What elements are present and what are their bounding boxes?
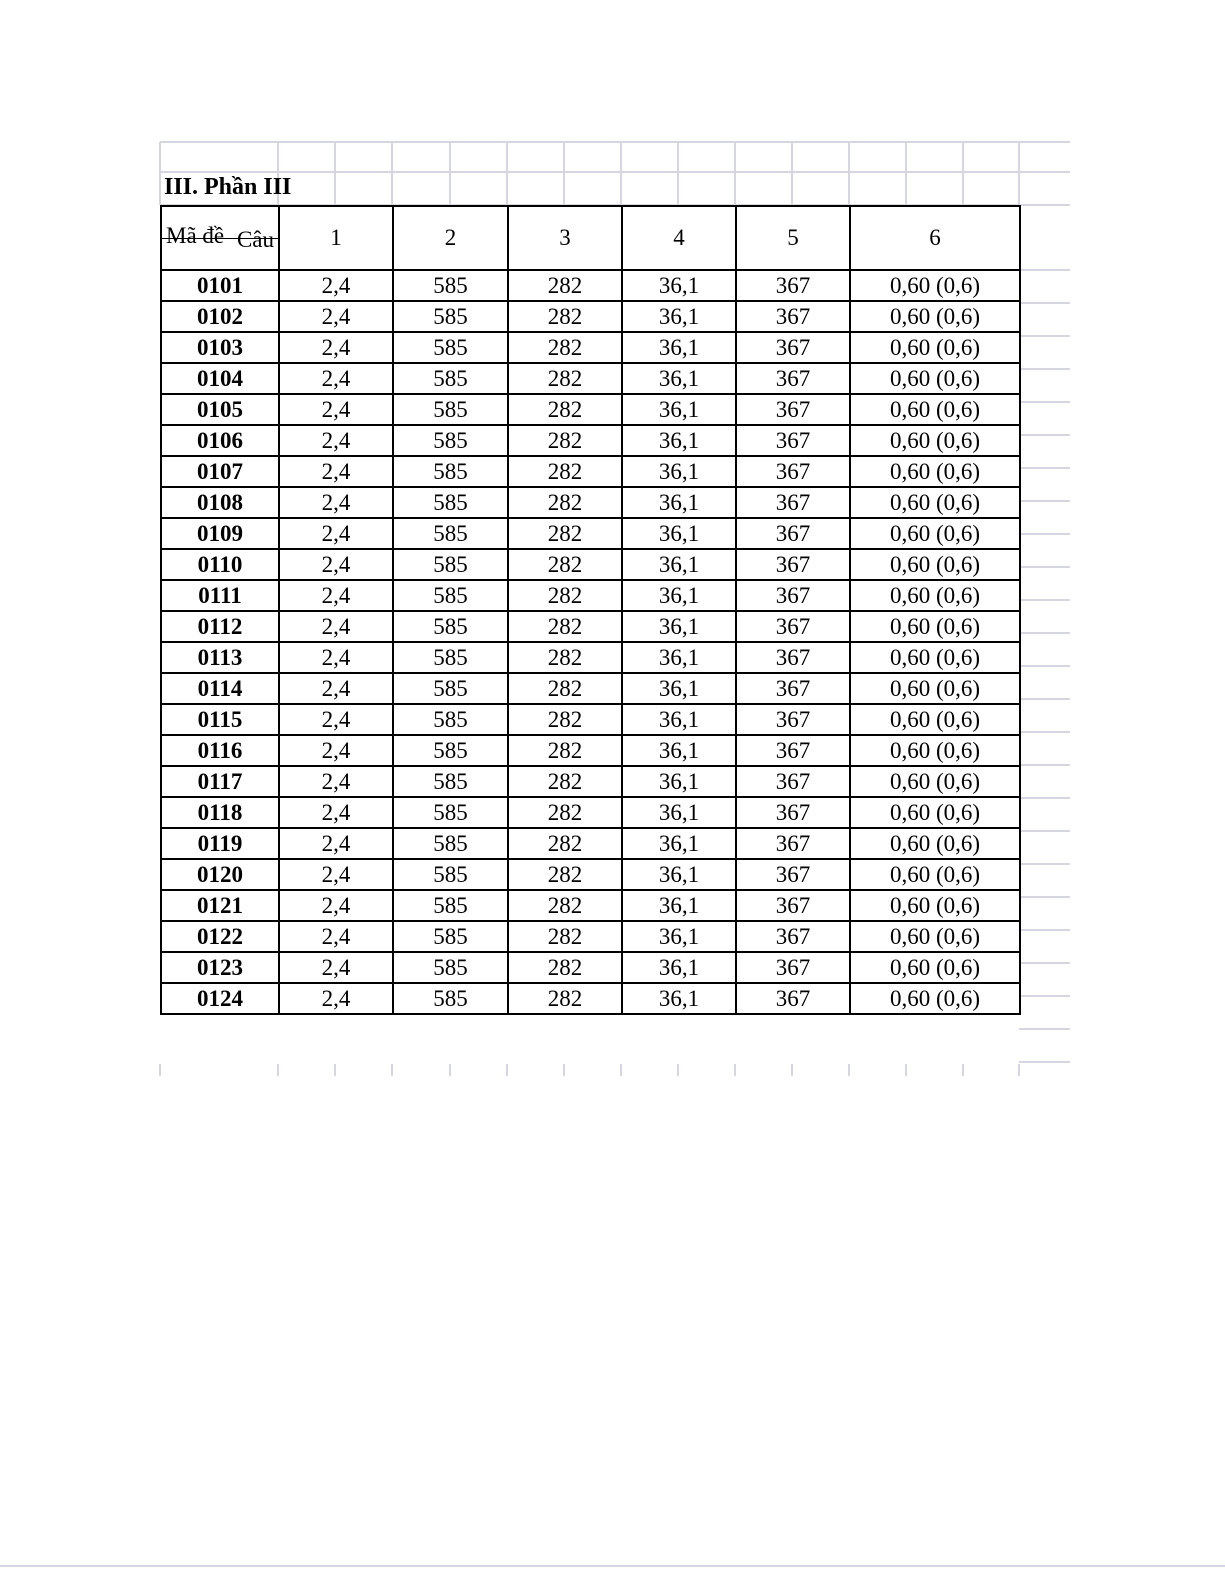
header-row <box>161 206 1020 270</box>
question-label: Câu <box>236 227 274 252</box>
answer-cell: 0,60 (0,6) <box>850 518 1020 549</box>
answer-cell: 282 <box>508 673 622 704</box>
answer-cell: 36,1 <box>622 394 736 425</box>
exam-code-cell: 0123 <box>161 952 279 983</box>
table-row <box>161 797 1020 828</box>
answer-cell: 282 <box>508 766 622 797</box>
answer-cell: 585 <box>393 301 508 332</box>
answer-cell: 367 <box>736 518 850 549</box>
answer-cell: 585 <box>393 270 508 301</box>
answer-cell: 367 <box>736 673 850 704</box>
answer-cell: 282 <box>508 332 622 363</box>
answer-cell: 0,60 (0,6) <box>850 425 1020 456</box>
answer-cell: 282 <box>508 549 622 580</box>
exam-code-cell: 0106 <box>161 425 279 456</box>
answer-cell: 367 <box>736 642 850 673</box>
table-row <box>161 921 1020 952</box>
answer-cell: 282 <box>508 890 622 921</box>
answer-cell: 585 <box>393 797 508 828</box>
answer-cell: 2,4 <box>279 983 393 1014</box>
answer-cell: 585 <box>393 766 508 797</box>
answer-cell: 367 <box>736 487 850 518</box>
answer-cell: 0,60 (0,6) <box>850 673 1020 704</box>
answer-cell: 367 <box>736 952 850 983</box>
exam-code-cell: 0112 <box>161 611 279 642</box>
exam-code-cell: 0104 <box>161 363 279 394</box>
answer-cell: 282 <box>508 797 622 828</box>
answer-cell: 585 <box>393 456 508 487</box>
answer-cell: 0,60 (0,6) <box>850 363 1020 394</box>
answer-cell: 36,1 <box>622 456 736 487</box>
answer-cell: 0,60 (0,6) <box>850 797 1020 828</box>
answer-cell: 2,4 <box>279 766 393 797</box>
answer-cell: 0,60 (0,6) <box>850 921 1020 952</box>
answer-cell: 2,4 <box>279 456 393 487</box>
answer-cell: 367 <box>736 983 850 1014</box>
exam-code-cell: 0115 <box>161 704 279 735</box>
question-number-header: 2 <box>393 206 508 270</box>
answer-cell: 367 <box>736 890 850 921</box>
table-row <box>161 859 1020 890</box>
exam-code-cell: 0120 <box>161 859 279 890</box>
answer-cell: 282 <box>508 363 622 394</box>
answer-cell: 2,4 <box>279 332 393 363</box>
answer-cell: 282 <box>508 425 622 456</box>
answer-cell: 36,1 <box>622 797 736 828</box>
answer-cell: 585 <box>393 704 508 735</box>
answer-cell: 0,60 (0,6) <box>850 828 1020 859</box>
answer-cell: 367 <box>736 797 850 828</box>
answer-cell: 282 <box>508 394 622 425</box>
answer-cell: 0,60 (0,6) <box>850 580 1020 611</box>
exam-code-cell: 0103 <box>161 332 279 363</box>
exam-code-cell: 0116 <box>161 735 279 766</box>
answer-cell: 36,1 <box>622 766 736 797</box>
answer-cell: 367 <box>736 766 850 797</box>
answer-cell: 367 <box>736 921 850 952</box>
answer-cell: 2,4 <box>279 890 393 921</box>
exam-code-cell: 0105 <box>161 394 279 425</box>
table-row <box>161 952 1020 983</box>
answer-cell: 0,60 (0,6) <box>850 735 1020 766</box>
answer-cell: 36,1 <box>622 425 736 456</box>
exam-code-cell: 0117 <box>161 766 279 797</box>
answer-cell: 36,1 <box>622 301 736 332</box>
exam-code-cell: 0119 <box>161 828 279 859</box>
answer-cell: 2,4 <box>279 797 393 828</box>
answer-cell: 585 <box>393 983 508 1014</box>
answer-cell: 2,4 <box>279 704 393 735</box>
answer-cell: 2,4 <box>279 425 393 456</box>
answer-cell: 36,1 <box>622 332 736 363</box>
answer-cell: 367 <box>736 363 850 394</box>
answer-cell: 585 <box>393 425 508 456</box>
header-corner-cell <box>161 206 279 270</box>
answer-cell: 282 <box>508 611 622 642</box>
answer-cell: 2,4 <box>279 580 393 611</box>
table-row <box>161 828 1020 859</box>
answer-cell: 2,4 <box>279 549 393 580</box>
answer-cell: 0,60 (0,6) <box>850 549 1020 580</box>
answer-cell: 36,1 <box>622 270 736 301</box>
table-row <box>161 301 1020 332</box>
answer-cell: 36,1 <box>622 983 736 1014</box>
answer-cell: 2,4 <box>279 487 393 518</box>
answer-cell: 282 <box>508 952 622 983</box>
answer-table <box>160 205 1021 1015</box>
table-row <box>161 735 1020 766</box>
answer-cell: 2,4 <box>279 642 393 673</box>
answer-cell: 0,60 (0,6) <box>850 394 1020 425</box>
exam-code-cell: 0118 <box>161 797 279 828</box>
answer-cell: 585 <box>393 859 508 890</box>
answer-cell: 36,1 <box>622 921 736 952</box>
answer-cell: 36,1 <box>622 704 736 735</box>
question-number-header: 4 <box>622 206 736 270</box>
exam-code-cell: 0114 <box>161 673 279 704</box>
answer-cell: 0,60 (0,6) <box>850 952 1020 983</box>
answer-cell: 282 <box>508 921 622 952</box>
table-row <box>161 983 1020 1014</box>
answer-cell: 0,60 (0,6) <box>850 766 1020 797</box>
answer-cell: 585 <box>393 735 508 766</box>
answer-cell: 36,1 <box>622 611 736 642</box>
answer-cell: 0,60 (0,6) <box>850 456 1020 487</box>
answer-cell: 282 <box>508 270 622 301</box>
answer-cell: 282 <box>508 580 622 611</box>
answer-cell: 0,60 (0,6) <box>850 301 1020 332</box>
question-number-header: 1 <box>279 206 393 270</box>
answer-cell: 367 <box>736 580 850 611</box>
answer-cell: 2,4 <box>279 611 393 642</box>
answer-cell: 367 <box>736 456 850 487</box>
answer-cell: 2,4 <box>279 735 393 766</box>
answer-cell: 282 <box>508 642 622 673</box>
answer-cell: 282 <box>508 704 622 735</box>
table-row <box>161 456 1020 487</box>
answer-cell: 585 <box>393 921 508 952</box>
exam-code-cell: 0107 <box>161 456 279 487</box>
table-row <box>161 549 1020 580</box>
answer-cell: 585 <box>393 487 508 518</box>
table-row <box>161 394 1020 425</box>
answer-cell: 585 <box>393 518 508 549</box>
answer-cell: 2,4 <box>279 828 393 859</box>
answer-cell: 0,60 (0,6) <box>850 270 1020 301</box>
table-row <box>161 890 1020 921</box>
question-number-header: 5 <box>736 206 850 270</box>
answer-cell: 282 <box>508 859 622 890</box>
answer-cell: 282 <box>508 487 622 518</box>
answer-cell: 585 <box>393 549 508 580</box>
answer-cell: 585 <box>393 611 508 642</box>
answer-cell: 0,60 (0,6) <box>850 642 1020 673</box>
answer-cell: 585 <box>393 580 508 611</box>
answer-cell: 367 <box>736 549 850 580</box>
answer-cell: 36,1 <box>622 518 736 549</box>
answer-cell: 2,4 <box>279 859 393 890</box>
table-row <box>161 580 1020 611</box>
table-row <box>161 642 1020 673</box>
exam-code-cell: 0102 <box>161 301 279 332</box>
answer-cell: 282 <box>508 456 622 487</box>
exam-code-cell: 0108 <box>161 487 279 518</box>
answer-cell: 585 <box>393 673 508 704</box>
answer-cell: 36,1 <box>622 549 736 580</box>
answer-cell: 0,60 (0,6) <box>850 487 1020 518</box>
answer-cell: 2,4 <box>279 921 393 952</box>
table-row <box>161 270 1020 301</box>
table-row <box>161 363 1020 394</box>
answer-cell: 36,1 <box>622 363 736 394</box>
answer-cell: 585 <box>393 642 508 673</box>
answer-cell: 36,1 <box>622 859 736 890</box>
answer-cell: 282 <box>508 301 622 332</box>
answer-cell: 2,4 <box>279 673 393 704</box>
answer-cell: 36,1 <box>622 580 736 611</box>
answer-cell: 0,60 (0,6) <box>850 983 1020 1014</box>
answer-cell: 367 <box>736 735 850 766</box>
answer-cell: 282 <box>508 828 622 859</box>
answer-cell: 36,1 <box>622 828 736 859</box>
answer-cell: 585 <box>393 332 508 363</box>
answer-cell: 2,4 <box>279 363 393 394</box>
section-title: III. Phần III <box>164 174 292 200</box>
exam-code-cell: 0113 <box>161 642 279 673</box>
answer-cell: 585 <box>393 394 508 425</box>
answer-cell: 36,1 <box>622 735 736 766</box>
exam-code-cell: 0109 <box>161 518 279 549</box>
answer-cell: 36,1 <box>622 952 736 983</box>
answer-cell: 585 <box>393 828 508 859</box>
table-row <box>161 425 1020 456</box>
answer-cell: 2,4 <box>279 394 393 425</box>
answer-cell: 367 <box>736 828 850 859</box>
answer-cell: 0,60 (0,6) <box>850 890 1020 921</box>
exam-code-cell: 0110 <box>161 549 279 580</box>
table-row <box>161 673 1020 704</box>
answer-cell: 367 <box>736 394 850 425</box>
answer-cell: 282 <box>508 518 622 549</box>
table-row <box>161 518 1020 549</box>
answer-cell: 367 <box>736 301 850 332</box>
table-row <box>161 704 1020 735</box>
exam-code-cell: 0124 <box>161 983 279 1014</box>
answer-cell: 0,60 (0,6) <box>850 704 1020 735</box>
table-row <box>161 766 1020 797</box>
answer-cell: 585 <box>393 890 508 921</box>
answer-cell: 36,1 <box>622 890 736 921</box>
answer-cell: 367 <box>736 704 850 735</box>
answer-cell: 36,1 <box>622 642 736 673</box>
question-number-header: 6 <box>850 206 1020 270</box>
answer-cell: 0,60 (0,6) <box>850 611 1020 642</box>
answer-cell: 367 <box>736 270 850 301</box>
exam-code-cell: 0122 <box>161 921 279 952</box>
answer-cell: 36,1 <box>622 673 736 704</box>
exam-code-cell: 0121 <box>161 890 279 921</box>
answer-cell: 367 <box>736 611 850 642</box>
answer-cell: 0,60 (0,6) <box>850 332 1020 363</box>
answer-cell: 367 <box>736 332 850 363</box>
answer-cell: 367 <box>736 859 850 890</box>
answer-cell: 585 <box>393 363 508 394</box>
answer-cell: 585 <box>393 952 508 983</box>
answer-cell: 367 <box>736 425 850 456</box>
exam-code-label: Mã đề <box>166 223 225 248</box>
answer-cell: 2,4 <box>279 301 393 332</box>
exam-code-cell: 0101 <box>161 270 279 301</box>
table-row <box>161 487 1020 518</box>
table-row <box>161 611 1020 642</box>
answer-cell: 282 <box>508 735 622 766</box>
table-row <box>161 332 1020 363</box>
answer-cell: 0,60 (0,6) <box>850 859 1020 890</box>
answer-cell: 2,4 <box>279 952 393 983</box>
answer-cell: 36,1 <box>622 487 736 518</box>
question-number-header: 3 <box>508 206 622 270</box>
exam-code-cell: 0111 <box>161 580 279 611</box>
answer-cell: 2,4 <box>279 270 393 301</box>
answer-cell: 282 <box>508 983 622 1014</box>
answer-cell: 2,4 <box>279 518 393 549</box>
